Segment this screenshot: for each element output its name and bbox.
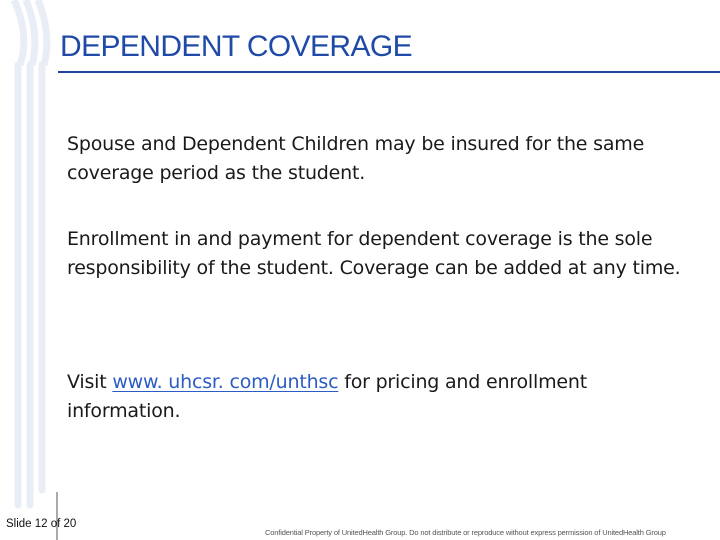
confidentiality-notice: Confidential Property of UnitedHealth Group. Do not distribute or reproduce without express permission of UnitedHealth Group bbox=[265, 528, 666, 537]
visit-prefix: Visit bbox=[67, 371, 113, 393]
slide-number: Slide 12 of 20 bbox=[6, 518, 77, 530]
uhcsr-link[interactable]: www. uhcsr. com/unthsc bbox=[112, 371, 339, 393]
background-stripes bbox=[18, 65, 42, 505]
paragraph-spouse-dependents: Spouse and Dependent Children may be insured for the same coverage period as the student. bbox=[67, 133, 645, 184]
stripe-arcs bbox=[14, 0, 47, 65]
paragraph-visit-website bbox=[67, 368, 687, 426]
page-title: DEPENDENT COVERAGE bbox=[60, 30, 413, 63]
visit-suffix: for pricing and enrollment information. bbox=[67, 371, 587, 422]
paragraph-enrollment: Enrollment in and payment for dependent coverage is the sole responsibility of the student. Coverage can be added at any time. bbox=[67, 228, 681, 279]
